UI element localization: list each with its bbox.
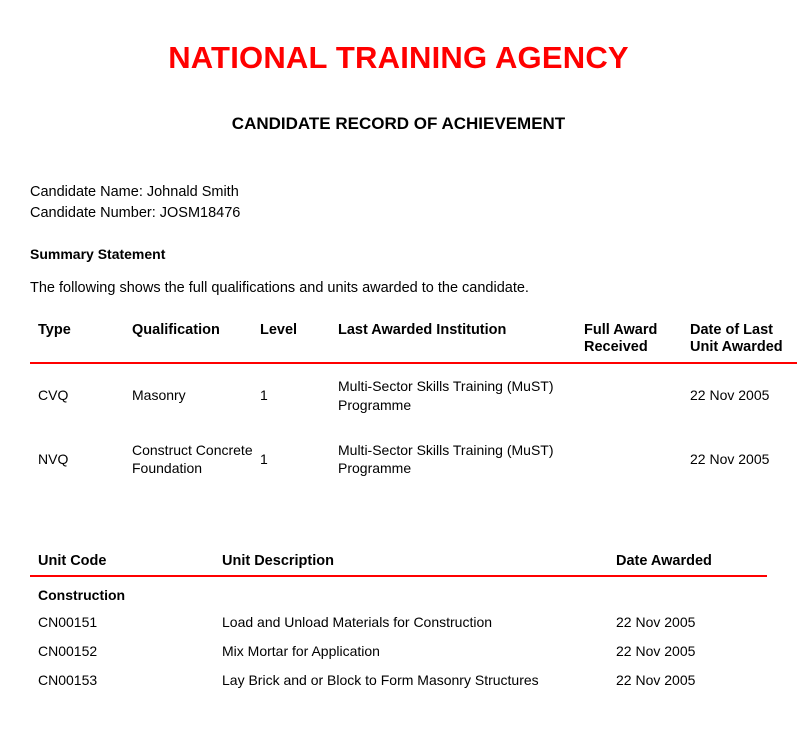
- candidate-name: Candidate Name: Johnald Smith: [30, 184, 239, 200]
- document-title: CANDIDATE RECORD OF ACHIEVEMENT: [231, 114, 566, 133]
- units-table: [30, 553, 767, 694]
- organization-title: NATIONAL TRAINING AGENCY: [168, 40, 629, 75]
- cell-type: NVQ: [38, 451, 69, 468]
- cell-qualification: Construct Concrete Foundation: [132, 441, 253, 477]
- column-header-date-awarded: Date Awarded: [616, 553, 712, 570]
- document-page: [0, 40, 797, 753]
- table-row: [30, 665, 767, 694]
- table-row: [30, 363, 797, 428]
- table-row: [30, 428, 797, 492]
- cell-institution: Multi-Sector Skills Training (MuST) Programme: [338, 377, 554, 413]
- cell-unit-code: CN00152: [38, 642, 98, 659]
- cell-date-awarded: 22 Nov 2005: [616, 642, 696, 659]
- cell-date-awarded: 22 Nov 2005: [616, 671, 696, 688]
- cell-unit-code: CN00151: [38, 613, 98, 630]
- cell-date-of-last-unit-awarded: 22 Nov 2005: [690, 451, 770, 468]
- column-header-date-of-last-unit-awarded: [690, 322, 797, 363]
- cell-full-award-received: [584, 363, 690, 428]
- cell-date-awarded: 22 Nov 2005: [616, 613, 696, 630]
- date-header-line-2: Unit Awarded: [690, 339, 783, 356]
- column-header-institution: Last Awarded Institution: [338, 322, 507, 339]
- column-header-unit-description: Unit Description: [222, 553, 334, 570]
- units-table-header: [30, 553, 767, 576]
- column-header-level: Level: [260, 322, 298, 339]
- qualifications-table-header: [30, 322, 797, 363]
- cell-unit-description: Mix Mortar for Application: [222, 642, 380, 659]
- candidate-details: [30, 182, 767, 224]
- cell-unit-code: CN00153: [38, 671, 98, 688]
- cell-date-of-last-unit-awarded: 22 Nov 2005: [690, 387, 770, 404]
- candidate-number: Candidate Number: JOSM18476: [30, 205, 241, 222]
- qualifications-table-body: [30, 363, 797, 492]
- cell-level: 1: [260, 451, 268, 468]
- full-award-line-2: Received: [584, 339, 648, 356]
- table-row: [30, 607, 767, 636]
- cell-unit-description: Lay Brick and or Block to Form Masonry Structures: [222, 671, 539, 688]
- summary-statement-text: The following shows the full qualifications and units awarded to the candidate.: [30, 280, 529, 297]
- cell-type: CVQ: [38, 387, 69, 404]
- date-header-line-1: Date of Last: [690, 322, 773, 339]
- unit-group-row: [30, 576, 767, 607]
- unit-group-label: Construction: [38, 587, 126, 604]
- column-header-unit-code: Unit Code: [38, 553, 107, 570]
- qualifications-table: [30, 322, 797, 491]
- cell-institution: Multi-Sector Skills Training (MuST) Programme: [338, 441, 554, 477]
- column-header-full-award-received: [584, 322, 690, 363]
- cell-level: 1: [260, 387, 268, 404]
- full-award-line-1: Full Award: [584, 322, 658, 339]
- cell-full-award-received: [584, 428, 690, 492]
- column-header-qualification: Qualification: [132, 322, 220, 339]
- summary-statement-heading: Summary Statement: [30, 246, 166, 263]
- column-header-type: Type: [38, 322, 71, 339]
- units-table-body: [30, 576, 767, 694]
- table-row: [30, 636, 767, 665]
- cell-unit-description: Load and Unload Materials for Construction: [222, 613, 493, 630]
- cell-qualification: Masonry: [132, 387, 186, 404]
- table-header-row: [30, 322, 797, 363]
- table-header-row: [30, 553, 767, 576]
